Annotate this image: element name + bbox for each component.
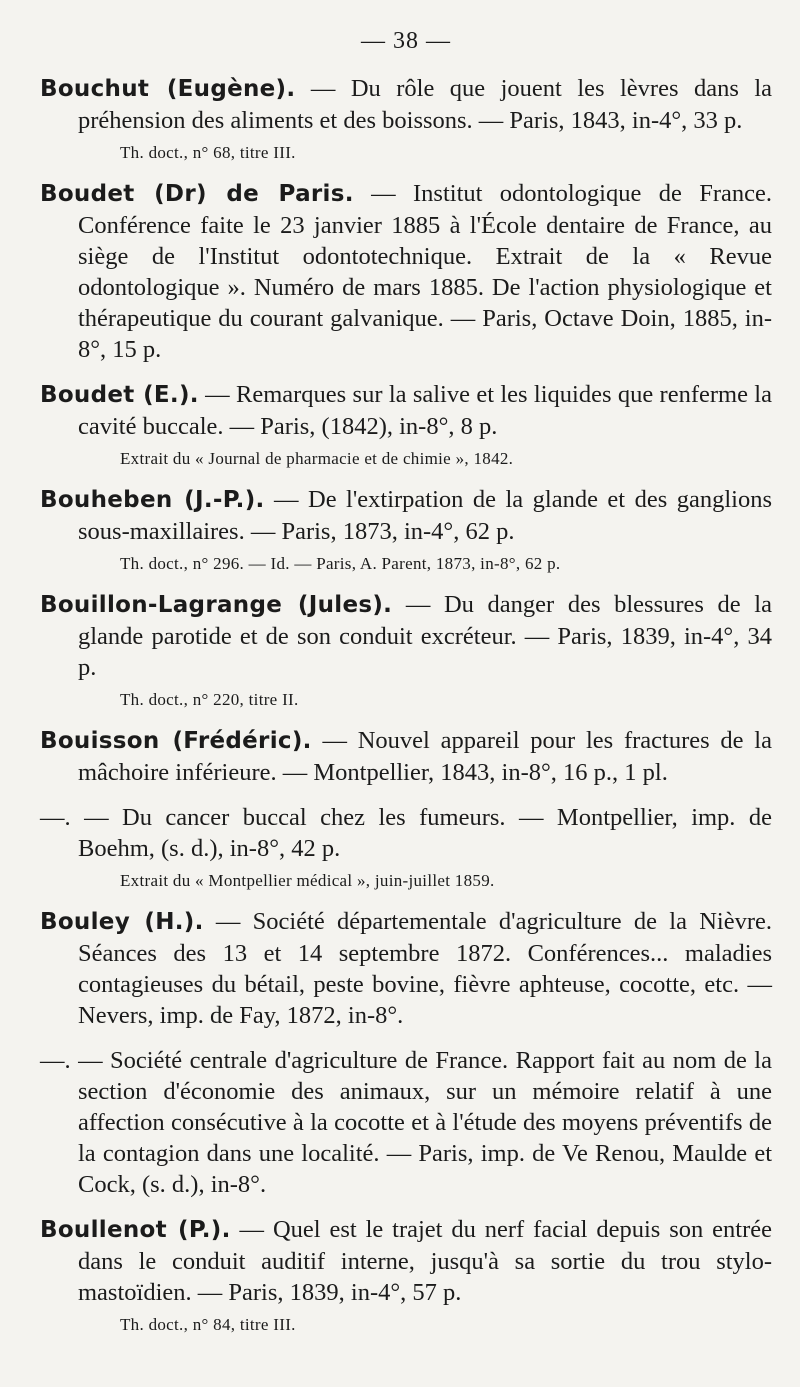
entry-main: [40, 725, 772, 788]
entry-note: Th. doct., n° 220, titre II.: [120, 690, 299, 709]
entry-text: — Du rôle que jouent les lèvres dans la préhension des aliments et des boissons. — Paris, 1843, in-4°, 33 p.: [78, 75, 773, 134]
entry-main: [40, 73, 772, 136]
entry-main: [40, 484, 772, 547]
bibliography-entry: [40, 379, 772, 470]
bibliography-entry: [40, 1214, 772, 1336]
entry-text: —. — Société centrale d'agriculture de France. Rapport fait au nom de la section d'économie des animaux, sur un mémoire relatif à une affection consécutive à la cocotte et à l'étude des moyens préventifs de la contagion dans une localité. — Paris, imp. de Ve Renou, Maulde et Cock, (s. d.), in-8°.: [40, 1047, 772, 1198]
entry-author: Bouchut (Eugène).: [40, 76, 296, 102]
entry-main: [40, 379, 772, 442]
entry-main: [40, 1045, 772, 1200]
entry-text: — Du danger des blessures de la glande parotide et de son conduit excréteur. — Paris, 1839, in-4°, 34 p.: [78, 591, 772, 681]
page-number: — 38 —: [361, 28, 451, 54]
entry-main: [40, 589, 772, 683]
entry-note: Th. doct., n° 84, titre III.: [120, 1315, 296, 1334]
entry-note: Extrait du « Journal de pharmacie et de chimie », 1842.: [120, 449, 514, 468]
entry-note: Extrait du « Montpellier médical », juin-juillet 1859.: [120, 871, 495, 890]
entry-main: [40, 802, 772, 864]
entry-text: — De l'extirpation de la glande et des ganglions sous-maxillaires. — Paris, 1873, in-4°, 62 p.: [78, 486, 772, 545]
bibliography-entry: [40, 589, 772, 711]
entry-text: — Remarques sur la salive et les liquides que renferme la cavité buccale. — Paris, (1842), in-8°, 8 p.: [78, 381, 772, 440]
entry-text: — Nouvel appareil pour les fractures de la mâchoire inférieure. — Montpellier, 1843, in-8°, 16 p., 1 pl.: [78, 727, 772, 786]
entry-author: Boudet (Dr) de Paris.: [40, 181, 354, 207]
bibliography-entry: [40, 484, 772, 575]
entry-main: [40, 906, 772, 1031]
bibliography-entry: [40, 906, 772, 1031]
entry-note: Th. doct., n° 68, titre III.: [120, 143, 296, 162]
bibliography-entry: [40, 73, 772, 164]
entry-main: [40, 178, 772, 365]
entry-text: — Quel est le trajet du nerf facial depuis son entrée dans le conduit auditif interne, jusqu'à sa sortie du trou stylo-mastoïdien. — Paris, 1839, in-4°, 57 p.: [78, 1216, 772, 1306]
entry-author: Boudet (E.).: [40, 382, 199, 408]
entry-text: —. — Du cancer buccal chez les fumeurs. — Montpellier, imp. de Boehm, (s. d.), in-8°, 42 p.: [40, 804, 772, 862]
entry-text: — Société départementale d'agriculture de la Nièvre. Séances des 13 et 14 septembre 1872. Conférences... maladies contagieuses du bétail, peste bovine, fièvre aphteuse, cocotte, etc. — Nevers, imp. de Fay, 1872, in-8°.: [78, 908, 773, 1029]
entry-main: [40, 1214, 772, 1308]
entry-author: Boullenot (P.).: [40, 1217, 231, 1243]
entry-author: Bouisson (Frédéric).: [40, 728, 312, 754]
entry-note: Th. doct., n° 296. — Id. — Paris, A. Parent, 1873, in-8°, 62 p.: [120, 554, 561, 573]
entry-author: Bouillon-Lagrange (Jules).: [40, 592, 393, 618]
entry-author: Bouheben (J.-P.).: [40, 487, 265, 513]
bibliography-entry: [40, 725, 772, 788]
bibliography-entry: [40, 178, 772, 365]
entry-text: — Institut odontologique de France. Conférence faite le 23 janvier 1885 à l'École dentaire de France, au siège de l'Institut odontotechnique. Extrait de la « Revue odontologique ». Numéro de mars 1885. De l'action physiologique et thérapeutique du courant galvanique. — Paris, Octave Doin, 1885, in-8°, 15 p.: [78, 180, 772, 363]
bibliography-entry: [40, 1045, 772, 1200]
bibliography-entry: [40, 802, 772, 892]
entry-author: Bouley (H.).: [40, 909, 204, 935]
